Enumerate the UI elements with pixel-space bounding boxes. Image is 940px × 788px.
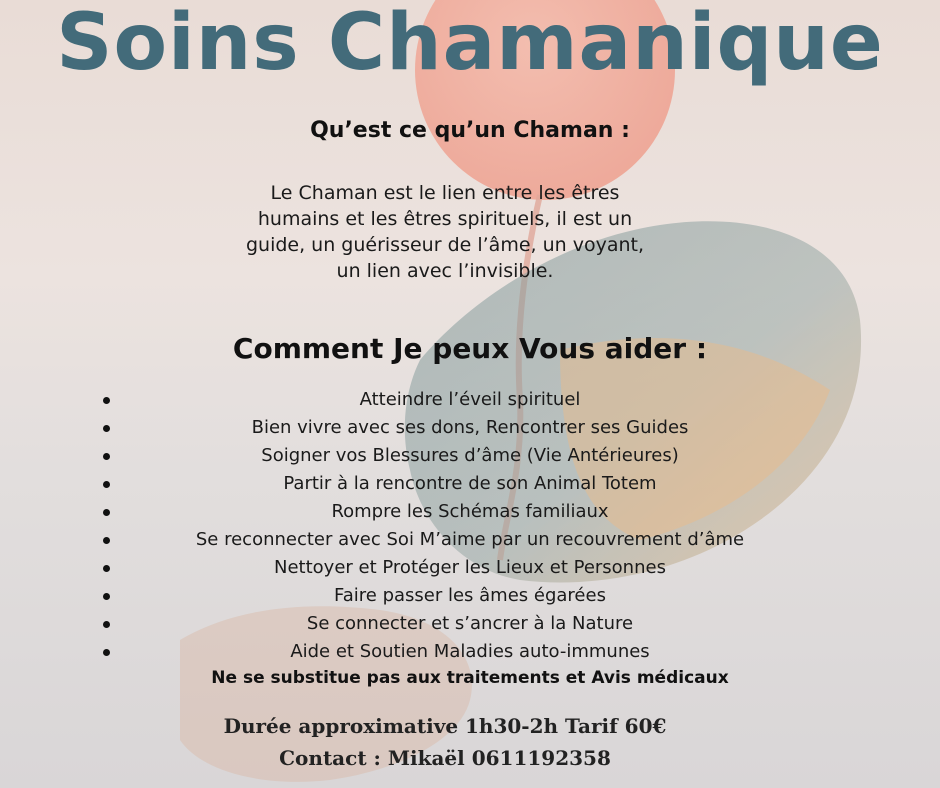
page-title: Soins Chamanique: [56, 0, 884, 88]
list-item: [0, 610, 940, 638]
duration-price: Durée approximative 1h30-2h Tarif 60€: [223, 714, 667, 738]
list-item-label: Faire passer les âmes égarées: [334, 585, 606, 606]
list-item-label: Partir à la rencontre de son Animal Totem: [283, 473, 657, 494]
list-item: [0, 554, 940, 582]
contact-info: Contact : Mikaël 0611192358: [279, 746, 611, 770]
list-item: [0, 498, 940, 526]
list-item-label: Bien vivre avec ses dons, Rencontrer ses Guides: [251, 417, 689, 438]
chaman-description: [215, 180, 675, 284]
bullet-icon: [103, 593, 110, 600]
bullet-icon: [103, 537, 110, 544]
description-line: guide, un guérisseur de l’âme, un voyant,: [245, 234, 645, 256]
list-item-label: Se reconnecter avec Soi M’aime par un recouvrement d’âme: [195, 529, 745, 550]
bullet-icon: [103, 649, 110, 656]
list-item: [0, 442, 940, 470]
description-line: Le Chaman est le lien entre les êtres: [270, 182, 620, 204]
list-item: [0, 526, 940, 554]
bullet-icon: [103, 453, 110, 460]
section-heading-chaman: Qu’est ce qu’un Chaman :: [310, 118, 630, 143]
bullet-icon: [103, 621, 110, 628]
list-item: [0, 414, 940, 442]
list-item: [0, 638, 940, 666]
list-item-label: Se connecter et s’ancrer à la Nature: [306, 613, 634, 634]
description-line: humains et les êtres spirituels, il est un: [257, 208, 633, 230]
bullet-icon: [103, 397, 110, 404]
bullet-icon: [103, 509, 110, 516]
list-item-label: Aide et Soutien Maladies auto-immunes: [290, 641, 650, 662]
services-list: [0, 386, 940, 666]
bullet-icon: [103, 481, 110, 488]
list-item-label: Nettoyer et Protéger les Lieux et Personnes: [274, 557, 666, 578]
bullet-icon: [103, 565, 110, 572]
list-item-label: Rompre les Schémas familiaux: [331, 501, 609, 522]
list-item: [0, 470, 940, 498]
description-line: un lien avec l’invisible.: [336, 260, 554, 282]
list-item-label: Soigner vos Blessures d’âme (Vie Antérieures): [261, 445, 679, 466]
list-item-label: Atteindre l’éveil spirituel: [359, 389, 581, 410]
bullet-icon: [103, 425, 110, 432]
medical-disclaimer: Ne se substitue pas aux traitements et Avis médicaux: [211, 668, 729, 688]
list-item: [0, 386, 940, 414]
list-item: [0, 582, 940, 610]
section-heading-aide: Comment Je peux Vous aider :: [232, 332, 708, 365]
